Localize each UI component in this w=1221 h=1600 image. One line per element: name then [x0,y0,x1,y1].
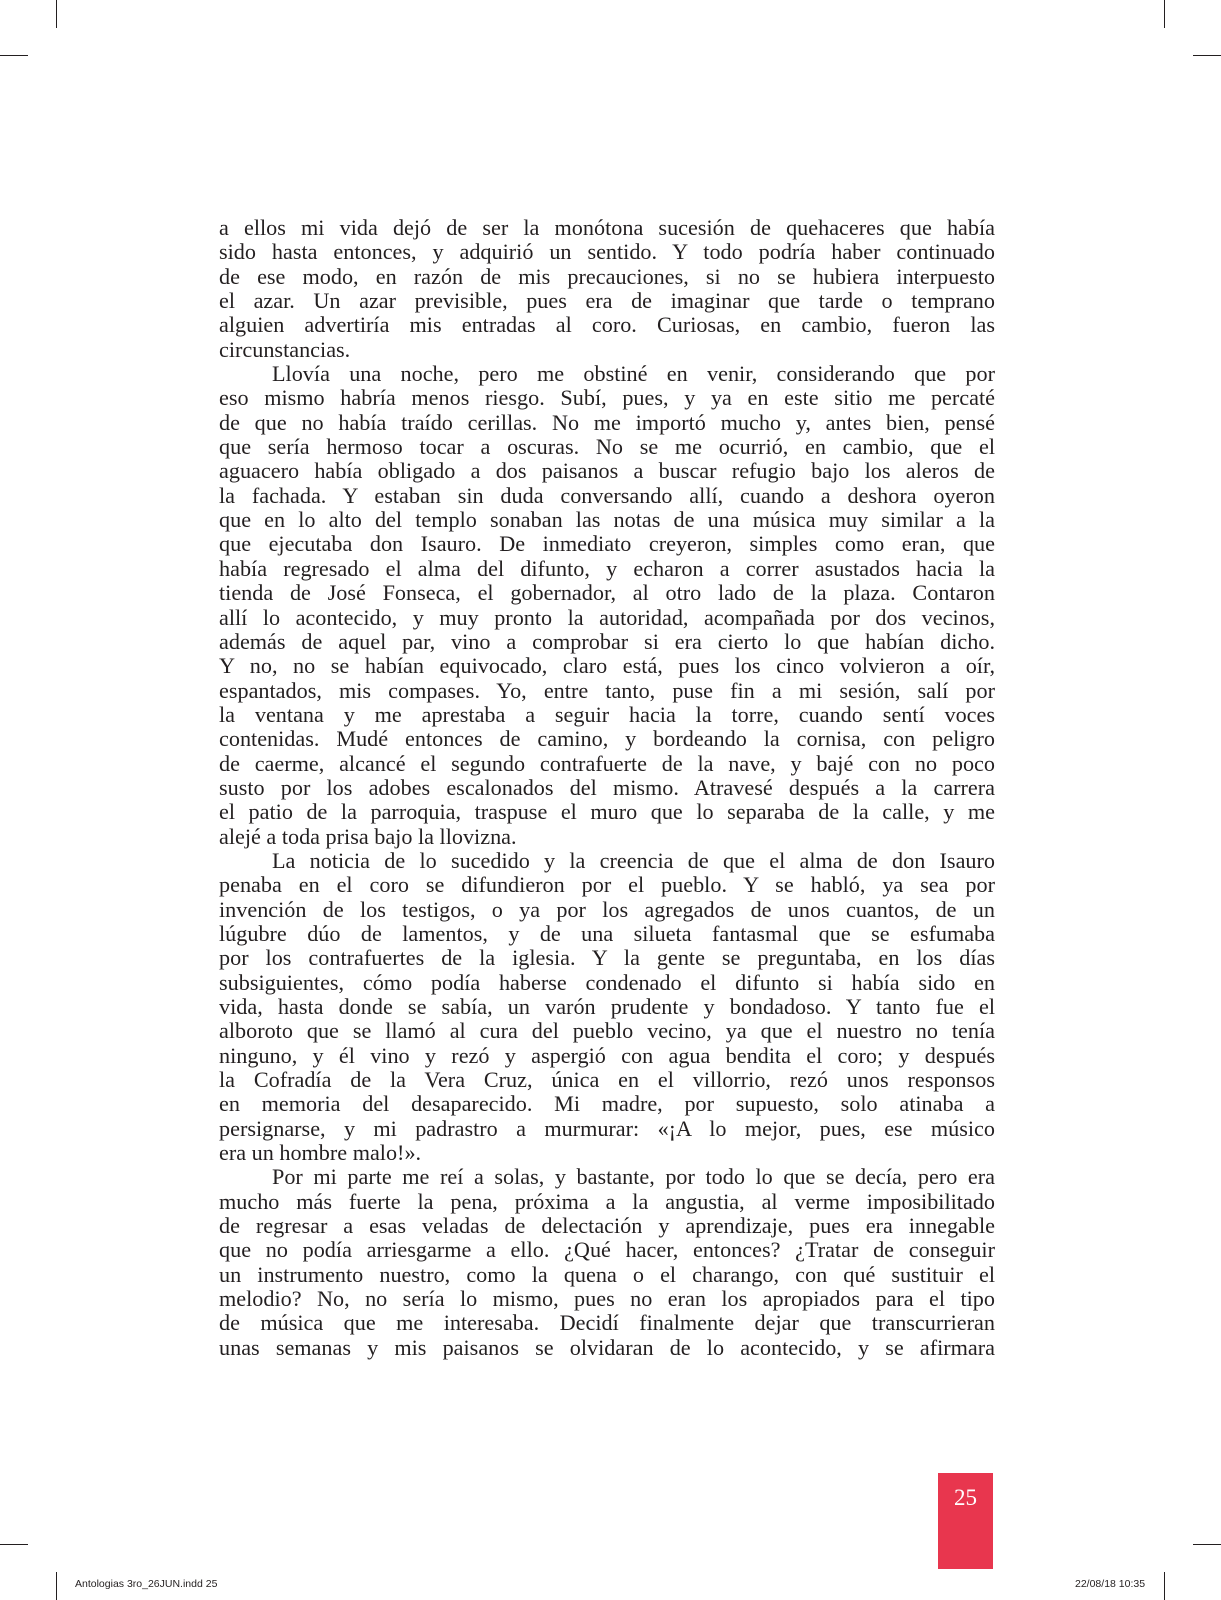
text-line: La noticia de lo sucedido y la creencia de que el alma de don Isauro [272,847,995,873]
text-line: que ejecutaba don Isauro. De inmediato creyeron, simples como eran, que [219,531,995,557]
text-line: mucho más fuerte la pena, próxima a la angustia, al verme imposibilitado [219,1188,995,1214]
text-line: persignarse, y mi padrastro a murmurar: «¡A lo mejor, pues, ese músico [219,1115,995,1141]
paragraph [219,216,995,362]
crop-mark-top-left [56,0,57,28]
text-line: tienda de José Fonseca, el gobernador, al otro lado de la plaza. Contaron [219,580,995,606]
text-line: era un hombre malo!». [219,1140,422,1166]
crop-mark-top-right [1164,0,1165,28]
text-line: en memoria del desaparecido. Mi madre, por supuesto, solo atinaba a [219,1091,995,1117]
text-line: que sería hermoso tocar a oscuras. No se me ocurrió, en cambio, que el [219,434,995,460]
text-line: había regresado el alma del difunto, y echaron a correr asustados hacia la [219,555,995,581]
text-line: allí lo acontecido, y muy pronto la autoridad, acompañada por dos vecinos, [219,604,995,630]
crop-mark-top-left-h [0,55,28,56]
text-line: vida, hasta donde se sabía, un varón prudente y bondadoso. Y tanto fue el [219,994,995,1019]
crop-mark-top-right-h [1193,55,1221,56]
text-line: alguien advertiría mis entradas al coro. Curiosas, en cambio, fueron las [219,312,995,338]
text-line: además de aquel par, vino a comprobar si era cierto lo que habían dicho. [219,628,995,654]
text-line: de regresar a esas veladas de delectación y aprendizaje, pues era innegable [219,1213,995,1239]
text-line: Y no, no se habían equivocado, claro está, pues los cinco volvieron a oír, [219,653,995,679]
text-line: de ese modo, en razón de mis precauciones, si no se hubiera interpuesto [219,263,995,289]
text-line: melodio? No, no sería lo mismo, pues no eran los apropiados para el tipo [219,1286,995,1312]
text-line: el azar. Un azar previsible, pues era de imaginar que tarde o temprano [219,288,995,314]
text-line: que en lo alto del templo sonaban las notas de una música muy similar a la [219,507,995,533]
text-line: circunstancias. [219,336,351,362]
text-line: Llovía una noche, pero me obstiné en venir, considerando que por [272,361,995,387]
text-line: espantados, mis compases. Yo, entre tanto, puse fin a mi sesión, salí por [219,677,995,703]
text-line: el patio de la parroquia, traspuse el muro que lo separaba de la calle, y me [219,799,995,825]
text-line: ninguno, y él vino y rezó y aspergió con agua bendita el coro; y después [219,1042,995,1068]
page-number: 25 [954,1485,977,1510]
text-line: de caerme, alcancé el segundo contrafuerte de la nave, y bajé con no poco [219,750,995,776]
text-line: a ellos mi vida dejó de ser la monótona sucesión de quehaceres que había [219,215,995,240]
text-line: invención de los testigos, o ya por los agregados de unos cuantos, de un [219,896,995,922]
paragraph [219,362,995,849]
text-line: que no podía arriesgarme a ello. ¿Qué hacer, entonces? ¿Tratar de conseguir [219,1237,995,1263]
text-line: alejé a toda prisa bajo la llovizna. [219,823,517,849]
crop-mark-bottom-left-h [0,1544,28,1545]
text-line: penaba en el coro se difundieron por el pueblo. Y se habló, ya sea por [219,872,995,898]
crop-mark-bottom-right [1164,1572,1165,1600]
text-line: la ventana y me aprestaba a seguir hacia la torre, cuando sentí voces [219,701,995,727]
paragraph [219,1165,995,1360]
text-line: susto por los adobes escalonados del mismo. Atravesé después a la carrera [219,774,995,800]
text-line: de que no había traído cerillas. No me importó mucho y, antes bien, pensé [219,409,995,435]
text-line: la Cofradía de la Vera Cruz, única en el villorrio, rezó unos responsos [219,1067,995,1093]
text-line: eso mismo habría menos riesgo. Subí, pues, y ya en este sitio me percaté [219,385,995,411]
text-line: aguacero había obligado a dos paisanos a buscar refugio bajo los aleros de [219,458,995,484]
text-line: por los contrafuertes de la iglesia. Y la gente se preguntaba, en los días [219,945,995,971]
slug-filename: Antologias 3ro_26JUN.indd 25 [75,1578,218,1590]
page-number-box [938,1473,993,1569]
text-line: subsiguientes, cómo podía haberse condenado el difunto si había sido en [219,969,995,995]
text-line: sido hasta entonces, y adquirió un sentido. Y todo podría haber continuado [219,239,995,265]
text-line: contenidas. Mudé entonces de camino, y bordeando la cornisa, con peligro [219,726,995,752]
slug-timestamp: 22/08/18 10:35 [1075,1578,1146,1590]
crop-mark-bottom-right-h [1193,1544,1221,1545]
text-line: la fachada. Y estaban sin duda conversando allí, cuando a deshora oyeron [219,482,995,508]
text-line: de música que me interesaba. Decidí finalmente dejar que transcurrieran [219,1310,995,1336]
crop-mark-bottom-left [56,1572,57,1600]
body-text [219,216,995,1360]
text-line: lúgubre dúo de lamentos, y de una silueta fantasmal que se esfumaba [219,920,995,946]
text-line: unas semanas y mis paisanos se olvidaran de lo acontecido, y se afirmara [219,1334,995,1360]
text-line: Por mi parte me reí a solas, y bastante, por todo lo que se decía, pero era [272,1164,995,1190]
text-line: alboroto que se llamó al cura del pueblo vecino, ya que el nuestro no tenía [219,1018,995,1044]
text-line: un instrumento nuestro, como la quena o el charango, con qué sustituir el [219,1261,995,1287]
paragraph [219,849,995,1165]
